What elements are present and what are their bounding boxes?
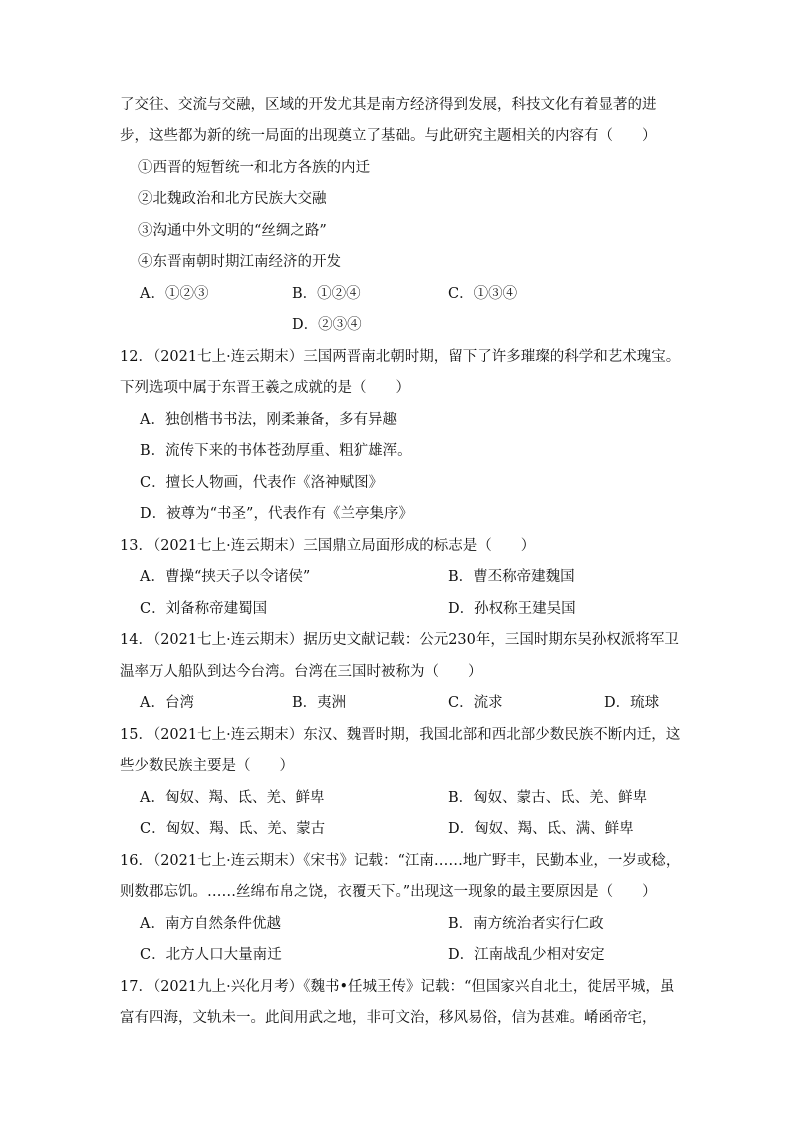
answer-option-b[interactable]: B．流传下来的书体苍劲厚重、粗犷雄浑。: [140, 443, 412, 459]
answer-option-d[interactable]: D．匈奴、羯、氐、满、鲜卑: [448, 821, 634, 837]
statement-item: ②北魏政治和北方民族大交融: [138, 191, 327, 207]
question-text-line: 步，这些都为新的统一局面的出现奠立了基础。与此研究主题相关的内容有（ ）: [120, 128, 657, 144]
answer-option-d[interactable]: D．被尊为“书圣”，代表作有《兰亭集序》: [140, 506, 413, 522]
question-text-line: 17．（2021九上·兴化月考）《魏书•任城王传》记载：“但国家兴自北土，徙居平城，虽: [120, 979, 675, 995]
answer-option-a[interactable]: A．台湾: [140, 695, 194, 711]
question-text-line: 下列选项中属于东晋王羲之成就的是（ ）: [120, 380, 410, 396]
answer-option-c[interactable]: C．北方人口大量南迁: [140, 947, 282, 963]
answer-option-b[interactable]: B．①②④: [292, 286, 361, 302]
question-text-line: 温率万人船队到达今台湾。台湾在三国时被称为（ ）: [120, 664, 483, 680]
answer-option-a[interactable]: A．南方自然条件优越: [140, 916, 281, 932]
statement-item: ③沟通中外文明的“丝绸之路”: [138, 223, 327, 239]
answer-option-d[interactable]: D．孙权称王建吴国: [448, 601, 576, 617]
answer-option-b[interactable]: B．匈奴、蒙古、氐、羌、鲜卑: [448, 790, 648, 806]
answer-option-c[interactable]: C．刘备称帝建蜀国: [140, 601, 268, 617]
answer-option-c[interactable]: C．擅长人物画，代表作《洛神赋图》: [140, 475, 384, 491]
question-text-line: 12．（2021七上·连云期末）三国两晋南北朝时期，留下了许多璀璨的科学和艺术瑰宝。: [120, 349, 681, 365]
statement-item: ④东晋南朝时期江南经济的开发: [138, 254, 341, 270]
answer-option-c[interactable]: C．流求: [448, 695, 503, 711]
answer-option-c[interactable]: C．①③④: [448, 286, 518, 302]
question-text-line: 13．（2021七上·连云期末）三国鼎立局面形成的标志是（ ）: [120, 538, 536, 554]
answer-option-b[interactable]: B．南方统治者实行仁政: [448, 916, 604, 932]
answer-option-c[interactable]: C．匈奴、羯、氐、羌、蒙古: [140, 821, 326, 837]
answer-option-a[interactable]: A．独创楷书书法，刚柔兼备，多有异趣: [140, 412, 397, 428]
question-text-line: 16．（2021七上·连云期末）《宋书》记载：“江南……地广野丰，民勤本业，一岁或稔，: [120, 853, 681, 869]
question-text-line: 富有四海，文轨未一。此间用武之地，非可文治，移风易俗，信为甚难。崤函帝宅，: [120, 1010, 657, 1026]
answer-option-d[interactable]: D．琉球: [604, 695, 660, 711]
answer-option-b[interactable]: B．曹丕称帝建魏国: [448, 569, 575, 585]
question-text-line: 则数郡忘饥。……丝绵布帛之饶，衣覆天下。”出现这一现象的最主要原因是（ ）: [120, 884, 657, 900]
answer-option-d[interactable]: D．②③④: [292, 317, 362, 333]
question-text-line: 了交往、交流与交融，区域的开发尤其是南方经济得到发展，科技文化有着显著的进: [120, 97, 657, 113]
answer-option-b[interactable]: B．夷洲: [292, 695, 347, 711]
question-text-line: 15．（2021七上·连云期末）东汉、魏晋时期，我国北部和西北部少数民族不断内迁，这: [120, 727, 681, 743]
question-text-line: 14．（2021七上·连云期末）据历史文献记载：公元230年，三国时期东吴孙权派将军卫: [120, 632, 679, 648]
answer-option-d[interactable]: D．江南战乱少相对安定: [448, 947, 605, 963]
question-text-line: 些少数民族主要是（ ）: [120, 758, 294, 774]
answer-option-a[interactable]: A．①②③: [140, 286, 209, 302]
answer-option-a[interactable]: A．匈奴、羯、氐、羌、鲜卑: [140, 790, 325, 806]
answer-option-a[interactable]: A．曹操“挟天子以令诸侯”: [140, 569, 311, 585]
statement-item: ①西晋的短暂统一和北方各族的内迁: [138, 160, 370, 176]
